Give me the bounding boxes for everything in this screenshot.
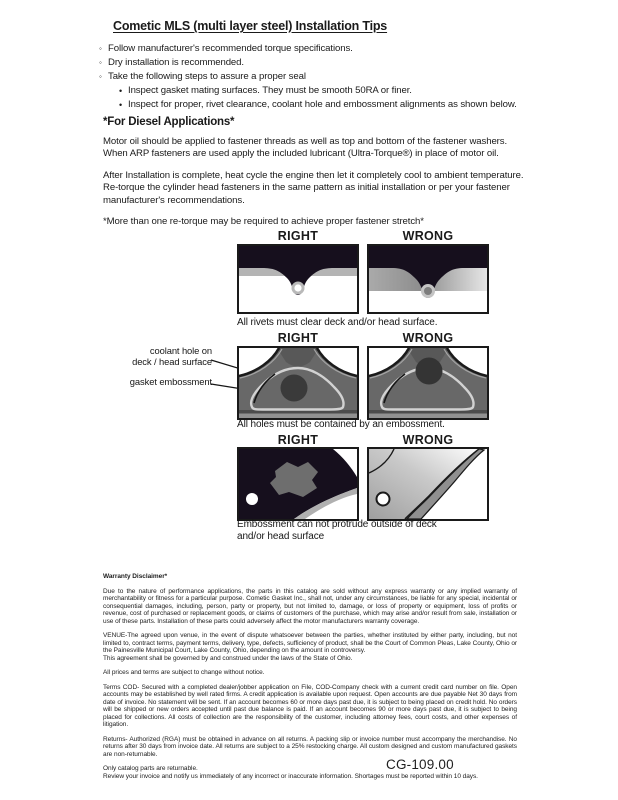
legal-paragraph: Returns- Authorized (RGA) must be obtained in advance on all returns. A packing slip or invoice number must accompany the merchandise. No returns after 30 days from invoice date. All returns are subject to a 25% restocking charge. All custom designed and custom manufactured gaskets are non-returnable. <box>103 735 517 758</box>
wrong-label: WRONG <box>402 229 454 243</box>
figure-holes-wrong <box>367 346 489 420</box>
gasket-embossment-label: gasket embossment <box>129 376 212 387</box>
bullet-icon: • <box>119 100 123 110</box>
figure-caption: All rivets must clear deck and/or head surface. <box>237 317 438 328</box>
figure-rivet-wrong <box>367 244 489 314</box>
coolant-hole <box>281 375 308 402</box>
diesel-applications-section <box>103 116 527 238</box>
figure-rivet-right <box>237 244 359 314</box>
wrong-label: WRONG <box>402 433 454 447</box>
legal-paragraph: Terms COD- Secured with a completed dealer/jobber application on File, COD-Company check with a current credit card number on file. Open accounts may be established by well rated firms. A credit application is available upon request. Open accounts are due payable Net 30 days from date of invoice. No statement will be sent. If an account becomes 60 or more days past due, it is subject to being placed on credit hold. No orders will be shipped or new orders accepted until past due balance is paid. If an account becomes 90 or more days past due, it is subject to being placed for collections. All costs of collection are the responsibility of the customer, including attorney fees, court costs, and other expenses of litigation. <box>103 683 517 728</box>
tip-text: Inspect for proper, rivet clearance, coolant hole and embossment alignments as shown below. <box>128 99 517 110</box>
figure-caption: All holes must be contained by an embossment. <box>237 419 445 430</box>
warranty-disclaimer-section <box>103 573 517 787</box>
right-label: RIGHT <box>277 331 319 345</box>
list-item <box>99 56 535 70</box>
coolant-hole-label: coolant hole on deck / head surface <box>132 345 212 367</box>
coolant-hole <box>416 358 443 385</box>
deck-edge-light <box>369 414 487 419</box>
bullet-icon: ◦ <box>99 72 102 81</box>
wrong-label: WRONG <box>402 331 454 345</box>
legal-heading: Warranty Disclaimer* <box>103 573 168 580</box>
bolt-hole <box>246 493 258 505</box>
legal-paragraph: All prices and terms are subject to change without notice. <box>103 669 265 676</box>
tip-text: Dry installation is recommended. <box>108 57 244 68</box>
list-item <box>119 84 535 98</box>
list-item <box>119 98 535 112</box>
page-title: Cometic MLS (multi layer steel) Installation Tips <box>113 19 388 33</box>
rivet-center <box>294 284 301 291</box>
figure-embossment-wrong <box>367 447 489 521</box>
list-item <box>99 42 535 56</box>
deck-edge-light <box>239 414 357 419</box>
section-heading: *For Diesel Applications* <box>103 116 235 128</box>
paragraph: After Installation is complete, heat cycle the engine then let it completely cool to ambient temperature. Re-torque the cylinder head fasteners in the same pattern as initial installation or per your fastener manufacturer's recommendations. <box>103 169 524 206</box>
tip-text: Inspect gasket mating surfaces. They must be smooth 50RA or finer. <box>128 85 412 96</box>
legal-paragraph: This agreement shall be governed by and construed under the laws of the State of Ohio. <box>103 654 353 662</box>
legal-paragraph: Review your invoice and notify us immediately of any incorrect or inaccurate information. Shortages must be reported within 10 days. <box>103 772 478 780</box>
figure-embossment-right <box>237 447 359 521</box>
paragraph: Motor oil should be applied to fastener threads as well as top and bottom of the fastener washers. When ARP fasteners are used apply the included lubricant (Ultra-Torque®) in place of motor oil. <box>103 135 508 159</box>
right-label: RIGHT <box>277 229 319 243</box>
legal-paragraph: Due to the nature of performance applications, the parts in this catalog are sold without any express warranty or any implied warranty of merchantability or fitness for a particular purpose. Cometic Gasket Inc., shall not, under any circumstances, be liable for any special, incidental or consequential damages, including, person, party or property, but not limited to, damage, or loss of property or equipment, loss of profits or revenue, cost of purchased or replacement goods, or claims of customers of the purchase, which may arise and/or result from sale, installation or use of these parts. Installation of these parts could adversely affect the motor manufacturers warranty coverage. <box>103 587 517 625</box>
figure-caption: Embossment can not protrude outside of deck and/or head surface <box>237 519 437 542</box>
legal-paragraph: Only catalog parts are returnable. <box>103 765 198 772</box>
tip-text: Take the following steps to assure a proper seal <box>108 71 306 82</box>
paragraph: *More than one re-torque may be required to achieve proper fastener stretch* <box>103 216 424 227</box>
bullet-icon: ◦ <box>99 58 102 67</box>
bullet-icon: • <box>119 86 123 96</box>
list-item <box>99 70 535 84</box>
rivet-center <box>424 287 432 295</box>
page-number: CG-109.00 <box>386 757 454 772</box>
legal-paragraph: VENUE-The agreed upon venue, in the event of dispute whatsoever between the parties, whether instituted by either party, including, but not limited to, contract terms, payment terms, delivery, type, defects, sufficiency of product, shall be the Court of Common Pleas, Lake County, Ohio or the Painesville Municipal Court, Lake County, Ohio, depending on the amount in controversy. <box>103 632 517 654</box>
bullet-icon: ◦ <box>99 44 102 53</box>
right-label: RIGHT <box>277 433 319 447</box>
figure-holes-right <box>237 346 359 420</box>
bolt-hole <box>377 493 390 506</box>
installation-tips-list <box>99 42 535 112</box>
tip-text: Follow manufacturer's recommended torque specifications. <box>108 43 353 54</box>
